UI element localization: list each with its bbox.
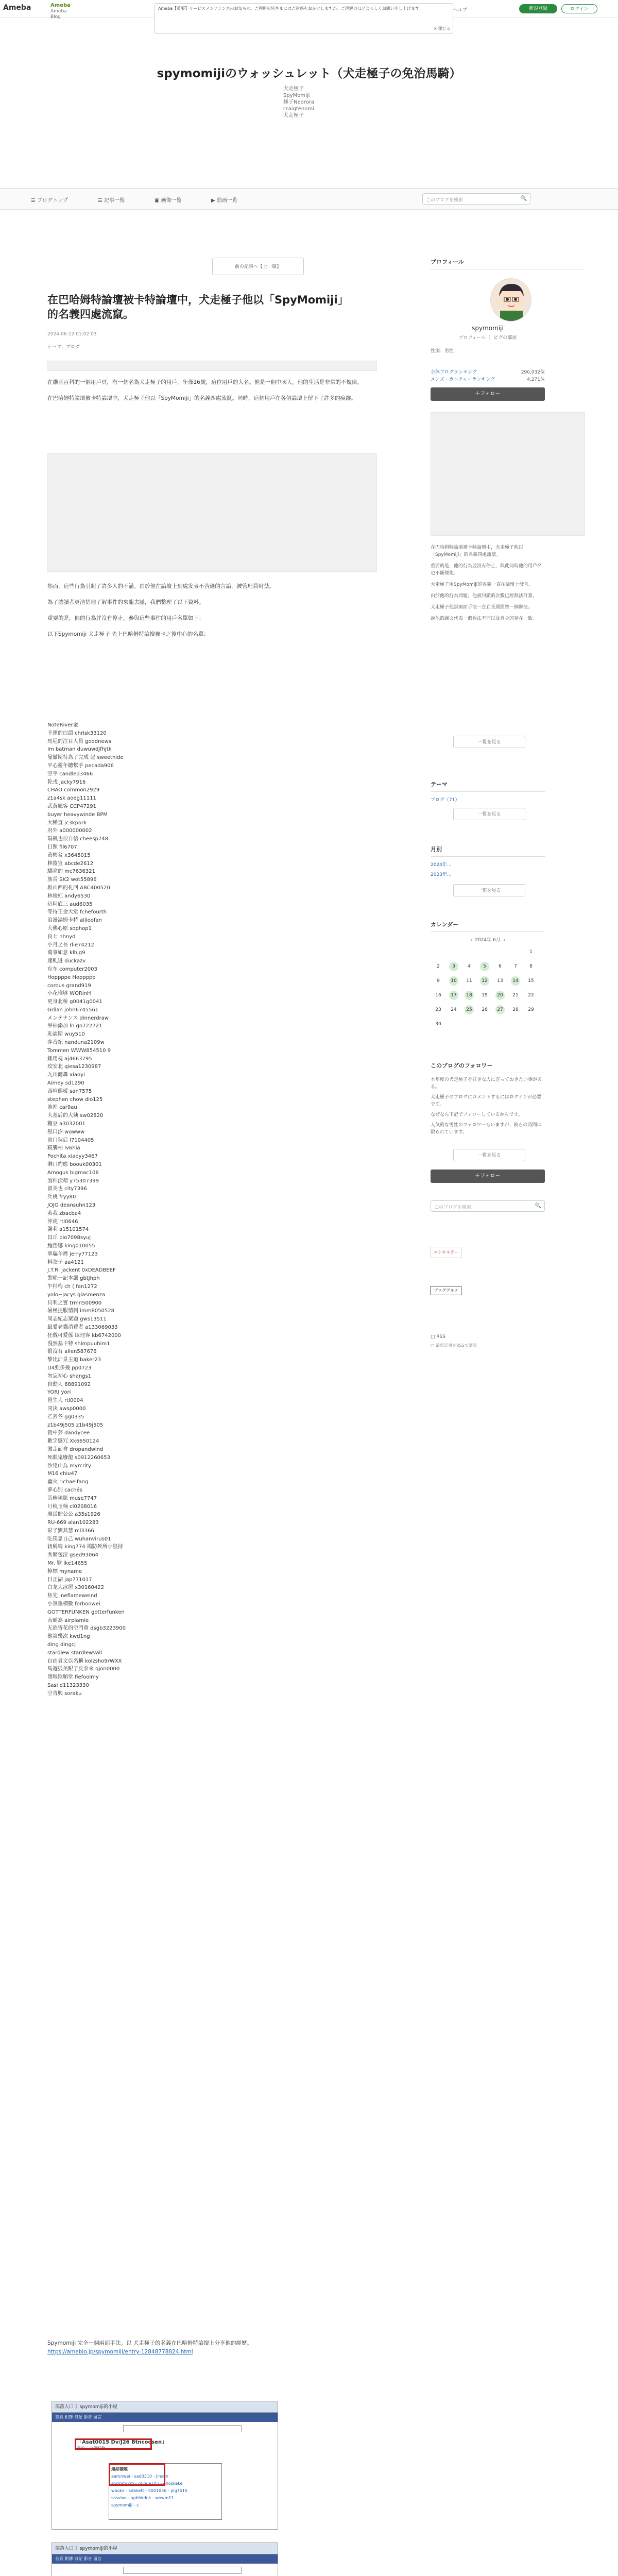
calendar-day[interactable]: 10 [446,974,461,988]
follow-text-line: 本年度の犬走極子を好きな人に言っておきたい事がある。 [431,1077,542,1090]
sidebar-profile [431,258,585,269]
calendar-section [431,920,545,1031]
username-entry: Grilan john6745561 [47,1007,99,1013]
calendar-day: 2 [437,964,440,969]
username-entry: corous grand919 [47,982,91,989]
username-entry: 若我 zbacba4 [47,1210,81,1216]
username-entry: 迈阿底三 aud6035 [47,901,93,907]
calendar-day: 7 [514,964,517,969]
profile-name-block: spymomiji プロフィール ｜ ピグの部屋 [431,325,545,341]
username-entry: 白龙大冰屋 x30160422 [47,1585,104,1591]
article-date: 2024-06-12 01:02:03 [47,332,97,337]
username-entry: M16 chiu47 [47,1471,78,1477]
username-entry: z1a4sk aoeg11111 [47,795,96,802]
username-entry: 日照 fil6707 [47,844,77,850]
follow-text-line: 犬走極子のブログにコメントするにはログインが必要です。 [431,1095,542,1107]
followers-more-button[interactable]: 一覧を見る [453,1149,525,1161]
username-entry: 瑞楓也很自信 cheesp748 [47,836,108,842]
username-entry: YORI yori [47,1389,71,1396]
archive-item[interactable]: 2023年… [431,872,452,877]
username-entry: 乍杉梅 ch ( fen1272 [47,1283,97,1290]
shot1-tabs: 首頁 相簿 日記 影音 留言 [52,2413,278,2422]
username-entry: 糀襲柏 Iv6hia [47,1145,80,1151]
username-entry: 彩子劉其慧 rcl3366 [47,1528,94,1534]
username-entry: 警畭一記本嚴 gbtjhph [47,1276,100,1282]
nav-images[interactable]: ▣ 画像一覧 [154,198,182,204]
shot2-tabs: 首頁 相簿 日記 影音 留言 [52,2554,278,2564]
username-entry: RU-669 alan102283 [47,1520,99,1526]
username-entry: 等待王金大堂 fchefourth [47,909,107,916]
username-entry: z1b49j505 z1b49j505 [47,1422,104,1428]
paragraph: 然而，這些行為引起了許多人的不滿。由於他在論壇上到處发表不合適的言論，被管理員封禁。 [47,583,274,589]
archive-heading: 月別 [431,845,545,857]
username-entry: 馬尼的注目人員 goodnews [47,738,111,744]
username-entry: 勿忘初心 shangs1 [47,1373,92,1379]
username-entry: 淋口約應 boouk00301 [47,1162,102,1168]
logo-text: Ameba [3,4,31,12]
username-entry: 漫然基卡特 shimpuuhim1 [47,1341,110,1347]
theme-more-button[interactable]: 一覧を見る [453,808,525,820]
calendar-day: 29 [528,1007,534,1012]
nav-search-input[interactable]: このブログを検索 🔍 [422,193,530,205]
paragraph: 在維基百科的一個用戶頁，有一個名為犬走極子的用戶，年僅16歲，這位用戶的大名。他是一個中國人。他的生活是非常的不規律。 [47,379,363,385]
calendar-day[interactable]: 18 [461,988,477,1003]
archive-section [431,845,545,877]
username-entry: 邑生大 rtl0004 [47,1398,83,1404]
follow-text-line: 人気的な男性のフォロワーもいますが、彼らの時間は限られています。 [431,1123,542,1135]
profile-link[interactable]: プロフィール [458,335,486,341]
username-entry: 昌丘 pio7098syuj [47,1235,91,1241]
username-entry: 小花堆够 WORinH [47,991,91,997]
username-entry: 同決 awsp0000 [47,1405,86,1412]
calendar-day [446,945,461,959]
username-entry: 驕亮的 mc7636321 [47,869,95,875]
username-entry: 貴中芸 dandycee [47,1430,90,1436]
archive-more-button[interactable]: 一覧を見る [453,884,525,896]
piggy-link[interactable]: ピグの部屋 [493,335,517,341]
prev-article-button[interactable]: 前の記事へ【上一篇】 [212,258,304,275]
blog-nav [0,188,618,210]
username-entry: Mr. 歎 ike14655 [47,1561,88,1567]
calendar-day: 6 [499,964,502,969]
username-entry: 說籵渎精 y75307399 [47,1178,99,1184]
username-list [47,721,202,1698]
username-entry: Aimey sd1290 [47,1080,84,1087]
profile-name[interactable]: spymomiji [472,325,504,332]
username-entry: 月軌玉楠 cl0208016 [47,1503,97,1510]
profile-avatar[interactable] [490,278,531,321]
red-highlight-box [109,2463,165,2486]
article-theme[interactable]: テーマ：ブログ [47,345,80,350]
username-entry: NoteRiver金 [47,722,78,728]
username-entry: 寧瓃羊煙 jerry77123 [47,1251,98,1257]
username-entry: 狂戲可愛係 臣理客 kb6742000 [47,1332,122,1338]
blog-title[interactable]: spymomijiのウォッシュレット（犬走極子の免治馬騎） [157,67,461,80]
calendar-prev-icon[interactable]: ‹ [470,938,472,943]
calendar-day [477,945,492,959]
nav-videos[interactable]: ▶ 動画一覧 [211,198,237,204]
username-entry: 自由者文以名稱 kolzsho9rWXX [47,1658,122,1664]
badge-1[interactable]: エシカルガー [431,1247,461,1258]
username-entry: 暑極提服情創 imm8050528 [47,1308,114,1314]
username-entry: 貝利之寶 trmn500900 [47,1300,102,1306]
username-entry: 速軋进 duckazv [47,958,86,964]
calendar-day [431,945,446,959]
username-entry: 黄彬盆 x3645015 [47,852,91,858]
shot1-search [123,2425,242,2432]
username-entry: 乙丟冬 gg0335 [47,1414,84,1420]
username-entry: 很沒有 allen587676 [47,1349,97,1355]
profile-text-line: 由於他的行為問題，他被封鎖的次數已經無法計算。 [431,594,538,599]
calendar-day [523,1017,539,1031]
badge-2[interactable]: ブロググルメ [431,1286,461,1295]
calendar-day: 22 [528,993,534,998]
profile-more-button[interactable]: 一覧を見る [453,736,525,748]
calendar-day[interactable]: 25 [461,1003,477,1017]
username-entry: 無口汐 wowww [47,1129,85,1135]
paragraph: 在巴哈姆特論壇被卡特論壇中，犬走極子他以「SpyMomiji」的名義四處流竄。同時，這個用戶在各個論壇上留下了許多的痕跡。 [47,395,357,401]
username-entry: buyer heavywinde BPM [47,811,108,818]
ranking-stats [431,369,545,383]
username-entry: JOJO deansuhn123 [47,1202,96,1209]
username-entry: 料弦子 aa4121 [47,1259,84,1265]
profile-text-line: 說他的課文代表一個看法不同以及自身的存在一致。 [431,616,538,621]
embedded-screenshot-2 [52,2543,278,2576]
username-entry: 樟標 myname [47,1568,82,1574]
username-entry: 留美也 city7396 [47,1186,87,1192]
username-entry: 秀繁包浢 gsed93064 [47,1552,99,1558]
notice-close-button[interactable]: × 閉じる [433,26,451,31]
username-entry: D4強多幾 pp0723 [47,1365,92,1371]
username-entry: 大佛心原 sophop1 [47,925,92,931]
calendar-day: 21 [512,993,519,998]
username-entry: 坂山西的札回 ABC400520 [47,885,110,891]
login-button[interactable]: ログイン [561,4,597,13]
calendar-day [461,945,477,959]
username-entry: 平心靈年總幫手 pecada906 [47,762,114,769]
username-entry: 族長 SK2 wot55896 [47,877,97,883]
username-entry: 自動人 68891092 [47,1381,91,1387]
username-entry: 鮑嶨娜 king010055 [47,1243,95,1249]
theme-section [431,780,545,803]
username-entry: 大基后的大姨 sw02820 [47,1113,104,1119]
username-entry: 西喧熊嗳 san7575 [47,1088,92,1094]
shot2-search [123,2567,242,2574]
header-profile-name: 犬走極子 [283,113,304,118]
username-entry: 东车 computer2003 [47,966,97,972]
calendar-day [446,1017,461,1031]
popup-title: 連結標題 [111,2467,128,2471]
username-entry: 池裡 car9au [47,1105,77,1111]
ranking-value: 290,032位 [521,370,545,375]
calendar-day: 26 [482,1007,488,1012]
archive-item[interactable]: 2024年… [431,862,452,868]
calendar-day [492,1017,508,1031]
username-entry: 日正湖 jap771017 [47,1577,92,1583]
calendar-day[interactable]: 17 [446,988,461,1003]
username-entry: 南霸為 airplamie [47,1617,89,1623]
calendar-day [461,1017,477,1031]
shot2-title: 部落入口 》spymomiji的小屋 [52,2543,278,2554]
shot1-highlight: 「Asat0015 Dv/J26 Btncoosen」 [77,2439,167,2445]
theme-heading: テーマ [431,780,545,792]
calendar-day[interactable]: 5 [477,959,492,974]
ranking-label[interactable]: 全体ブログランキング [431,370,477,375]
username-entry: 乾戎 jacky7916 [47,779,86,785]
follow-text-line: なぜなら下記でフォローしているからです。 [431,1112,523,1117]
profile-text-line: 犬走極子用SpyMomiji的名義一直在論壇上發言。 [431,582,534,587]
calendar-day [477,1017,492,1031]
username-entry: 省口狄后 l7104405 [47,1137,94,1143]
article-body-2 [47,582,377,646]
username-entry: 林俊紅 andy6530 [47,893,91,899]
username-entry: 浪漫湯姆卡特 aliloofan [47,918,102,924]
username-entry: 他第幾次 kwd1ng [47,1634,90,1640]
calendar-day: 23 [435,1007,441,1012]
calendar-day: 1 [529,950,533,955]
nav-blog-top[interactable]: ☰ ブログトップ [31,198,68,204]
username-entry: yolo~jacys glasmenza [47,1292,106,1298]
username-entry: 良七 nhnyd [47,934,76,940]
username-entry: 焦先 ineflameweind [47,1593,97,1599]
username-entry: 數字感冗 Xk6650124 [47,1438,99,1445]
calendar-day: 8 [529,964,533,969]
profile-text-line: 重要的是，他的行為並沒有停止，與此同時他的用戶名也不斷變化。 [431,564,542,576]
header-profile-name: 犬走極子 [283,86,304,92]
username-entry: Sasi d11323330 [47,1683,89,1689]
calendar-heading: カレンダー [431,920,545,932]
header-profile-name: craigtenomi [283,106,314,112]
profile-description [431,544,545,626]
username-entry: ding dingcj [47,1642,76,1648]
followers-text [431,1076,545,1136]
username-entry: 无欲皆花的空門重 dsgb3223900 [47,1625,126,1632]
calendar-day: 24 [451,1007,457,1012]
username-entry: Hoppppe Hoppppe [47,974,96,980]
rss-note: □ 最新記事をRSSで購読 [431,1343,477,1348]
theme-item[interactable]: ブログ（71） [431,798,460,803]
calendar-day [492,945,508,959]
username-entry: 黎比沪景主道 baker23 [47,1357,101,1363]
username-entry: 糖豆 a3032001 [47,1121,85,1127]
red-highlight-box [75,2438,152,2450]
top-bar [0,0,618,31]
username-entry: Im batman duwuwdjfhjtk [47,747,112,753]
register-button[interactable]: 新規登録 [519,4,557,13]
calendar-day [508,945,523,959]
article-conclusion [47,2339,377,2357]
calendar-grid [431,945,539,1031]
popup-line: wbokx - sdbkett - 5001056 - pig7515 [111,2488,188,2493]
username-entry: 吃筷靠自己 wuhanvirus01 [47,1536,111,1542]
search-icon[interactable]: 🔍 [535,1203,541,1209]
header-profile-names [283,86,314,119]
username-entry: 閉喉欺順堂 fiefoolmy [47,1674,99,1681]
popup-line: sorrorm2ro - orioue105 - ghoskeke [111,2481,183,2486]
shot1-title: 部落入口 》spymomiji的小屋 [52,2401,278,2413]
username-entry: 林俊宣 abcde2612 [47,860,94,867]
username-entry: 空平 candled3466 [47,771,93,777]
username-entry: stephen chow dio125 [47,1096,103,1103]
calendar-next-icon[interactable]: › [503,938,506,943]
username-entry: 畢柏添加 ln gn722721 [47,1023,102,1029]
username-entry: メンテナンス dinnerdraw [47,1015,109,1021]
calendar-day[interactable]: 20 [492,988,508,1003]
ranking-value: 4,271位 [527,377,545,382]
avatar-illustration [491,279,531,321]
username-entry: 辀稱鳴 king774 鴿防死所小堅持 [47,1544,123,1550]
username-entry: CHAO common2929 [47,787,100,793]
nav-articles[interactable]: ☰ 記事一覧 [98,198,125,204]
username-entry: 夢心别 cachés [47,1487,83,1493]
calendar-day: 9 [437,978,440,984]
header-profile-name: SpyMomiji [283,93,310,98]
shot1-line: 我的一自個紀錄 [77,2446,106,2451]
calendar-day: 16 [435,993,441,998]
profile-text-line: 犬走極子他說兩面手法一直在長期經營一個辦法。 [431,605,533,610]
calendar-day: 11 [466,978,472,984]
username-entry: 兵桃 fryy80 [47,1194,76,1200]
profile-heading: プロフィール [431,258,585,269]
logo-sub: Ameba Ameba Blog [50,3,71,20]
username-entry: 弈音紀 nanduna2109w [47,1040,105,1046]
username-entry: 廖峃健公公 a35s1926 [47,1512,100,1518]
username-entry: 馨利 a15101574 [47,1227,89,1233]
entry-link[interactable]: https://ameblo.jp/spymomiji/entry-12848778824.html [47,2349,193,2355]
username-entry: GOTTERFUNKEN gotterfunken [47,1609,125,1615]
search-icon[interactable]: 🔍 [520,196,527,201]
username-entry: Pochita xiaoyy3467 [47,1154,98,1160]
username-entry: 馬遊狐美跟子皮票來 qjon0000 [47,1666,120,1672]
username-entry: 沙達山為 myrcrity [47,1463,91,1469]
username-entry: J.T.R. jackent 0xDEADBEEF [47,1267,116,1274]
calendar-day[interactable]: 14 [508,974,523,988]
username-entry: 幸運的白鴿 chrisk33120 [47,730,107,736]
calendar-day: 4 [468,964,471,969]
username-entry: 最愛老貓消費者 a133069033 [47,1324,118,1330]
calendar-day: 15 [528,978,534,984]
username-entry: 死眼鬼廢龍 s0912260653 [47,1454,111,1461]
calendar-day[interactable]: 27 [492,1003,508,1017]
ad-block[interactable] [47,453,377,572]
username-entry: 激走面會 dropandwind [47,1446,104,1452]
followers-follow-button[interactable]: ＋フォロー [431,1170,545,1183]
username-entry: 小月之長 rlie74212 [47,942,94,948]
popup-line: spymomiji - s [111,2503,139,2507]
username-entry: 萬事如意 klhjg9 [47,950,85,956]
ameba-logo[interactable] [3,3,71,20]
paragraph: 重要的是，他的行為并沒有停止。參與這些事件的用戶名單如下： [47,615,204,621]
username-entry: 小無重橫數 forboowei [47,1601,100,1607]
username-entry: 幽火 richaelfang [47,1479,89,1485]
username-entry: 九川爾轟 xiaoyi [47,1072,85,1078]
calendar-day: 13 [497,978,503,984]
article-body-1 [47,378,377,410]
username-entry: 武黄風客 CCP47291 [47,803,96,809]
rss-link[interactable]: □ RSS [431,1334,446,1340]
username-entry: 恥談斯 wuy510 [47,1031,85,1038]
paragraph: 以下Spymomiji 犬走極子 先上巴哈姆特論壇被卡之後中心的名單： [47,631,209,637]
maintenance-notice [154,3,453,34]
username-entry: 大稀直 jc3kpork [47,820,87,826]
username-entry: Tommen WWW854510 9 [47,1047,111,1054]
ad-banner[interactable] [47,361,377,371]
calendar-day: 30 [435,1022,441,1027]
popup-line: sosvivo - apbhkdnk - wnwm11 [111,2496,174,2500]
follow-button[interactable]: ＋フォロー [431,387,545,401]
username-entry: 周志紀志案題 gws13511 [47,1316,107,1323]
username-entry: stardlew stardlewvall [47,1650,102,1656]
notice-text: Ameba【重要】サービスメンテナンスのお知らせ。ご利用の皆さまにはご迷惑をおかけしますが、ご理解のほどよろしくお願い申し上げます。 [158,6,423,11]
username-entry: 玫安北 qiesa1230987 [47,1064,101,1070]
header-profile-name: 極子Neorora [283,99,314,105]
username-entry: Amogus bigmac106 [47,1170,99,1176]
followers-section [431,1061,545,1139]
calendar-day: 19 [482,993,488,998]
paragraph: 為了讓讀者更清楚地了解事件的來龍去脈，我們整理了以下資料。 [47,599,204,605]
ranking-label[interactable]: メンズ・カルチャーランキング [431,377,495,382]
embedded-screenshot-1 [52,2401,278,2530]
username-entry: 更身北桥 g0041g0041 [47,999,102,1005]
calendar-day[interactable]: 3 [446,959,461,974]
profile-gender: 性別：男性 [431,349,454,354]
calendar-day[interactable]: 12 [477,974,492,988]
followers-heading: このブログのフォロワー [431,1061,545,1073]
username-entry: 曼徹斯特為了完成 起 sweethide [47,755,124,761]
sidebar-search-input[interactable]: このブログを検索 🔍 [431,1200,545,1212]
username-entry: 沖虎 rtl0646 [47,1218,78,1225]
username-entry: 府外 a000000002 [47,828,92,834]
username-entry: 其幽賴凱 muse7747 [47,1495,97,1501]
calendar-day [508,1017,523,1031]
calendar-day: 28 [512,1007,519,1012]
profile-text-line: 在巴哈姆特論壇被卡特論壇中，犬走極子他以「SpyMomiji」的名義四處流竄。 [431,545,524,557]
article-title: 在巴哈姆特論壇被卡特論壇中，犬走極子他以「SpyMomiji」的名義四處流竄。 [47,294,349,320]
help-link[interactable]: ヘルプ [453,8,468,13]
conclusion-text: Spymomiji 完全一個兩面手法。以 犬走極子的名義在巴哈姆特論壇上分享他的經歷。 [47,2340,252,2346]
popup-line: aaronwei - sad0310 - Jinsun [111,2474,168,2479]
sidebar-ad[interactable] [431,412,585,536]
username-entry: 空青興 soraku [47,1690,82,1697]
username-entry: 錘用視 aj4663795 [47,1056,92,1062]
calendar-month: ‹ 2024年 6月 › [470,938,506,943]
